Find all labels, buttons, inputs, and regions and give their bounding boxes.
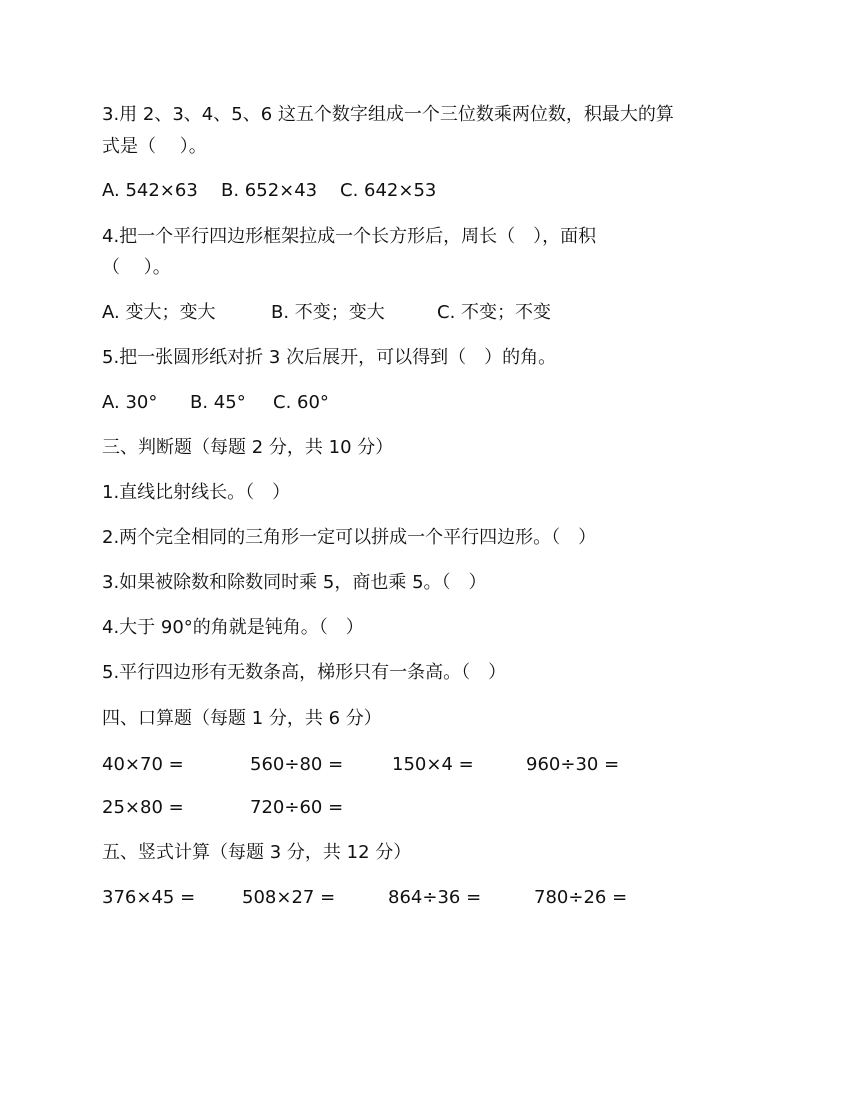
oral-calc-item: 150×4 =	[392, 754, 474, 775]
q4-option-b: B. 不变；变大	[271, 302, 385, 323]
oral-calc-item: 720÷60 =	[250, 797, 344, 818]
section3-heading: 三、判断题（每题 2 分，共 10 分）	[102, 437, 394, 458]
q4-stem-line2: （ ）。	[102, 257, 171, 278]
q3-option-a: A. 542×63	[102, 180, 198, 201]
judge-item-4: 4.大于 90°的角就是钝角。（ ）	[102, 617, 364, 638]
vertical-calc-item: 376×45 =	[102, 887, 196, 908]
oral-calc-item: 40×70 =	[102, 754, 184, 775]
judge-item-1: 1.直线比射线长。（ ）	[102, 482, 291, 503]
vertical-calc-item: 864÷36 =	[388, 887, 482, 908]
judge-item-3: 3.如果被除数和除数同时乘 5，商也乘 5。（ ）	[102, 572, 487, 593]
q5-option-c: C. 60°	[273, 392, 329, 413]
vertical-calc-item: 508×27 =	[242, 887, 336, 908]
q5-option-b: B. 45°	[190, 392, 246, 413]
q3-stem-line1: 3.用 2、3、4、5、6 这五个数字组成一个三位数乘两位数，积最大的算	[102, 104, 674, 125]
judge-item-2: 2.两个完全相同的三角形一定可以拼成一个平行四边形。（ ）	[102, 527, 597, 548]
q5-stem: 5.把一张圆形纸对折 3 次后展开，可以得到（ ）的角。	[102, 347, 557, 368]
q5-option-a: A. 30°	[102, 392, 158, 413]
q3-option-b: B. 652×43	[221, 180, 318, 201]
judge-item-5: 5.平行四边形有无数条高，梯形只有一条高。（ ）	[102, 662, 507, 683]
q4-option-c: C. 不变；不变	[437, 302, 552, 323]
oral-calc-item: 560÷80 =	[250, 754, 344, 775]
oral-calc-item: 25×80 =	[102, 797, 184, 818]
q3-option-c: C. 642×53	[340, 180, 437, 201]
section5-heading: 五、竖式计算（每题 3 分，共 12 分）	[102, 842, 412, 863]
q4-option-a: A. 变大；变大	[102, 302, 216, 323]
vertical-calc-item: 780÷26 =	[534, 887, 628, 908]
section4-heading: 四、口算题（每题 1 分，共 6 分）	[102, 708, 382, 729]
q4-stem-line1: 4.把一个平行四边形框架拉成一个长方形后，周长（ ），面积	[102, 226, 597, 247]
oral-calc-item: 960÷30 =	[526, 754, 620, 775]
q3-stem-line2: 式是（ ）。	[102, 136, 207, 157]
